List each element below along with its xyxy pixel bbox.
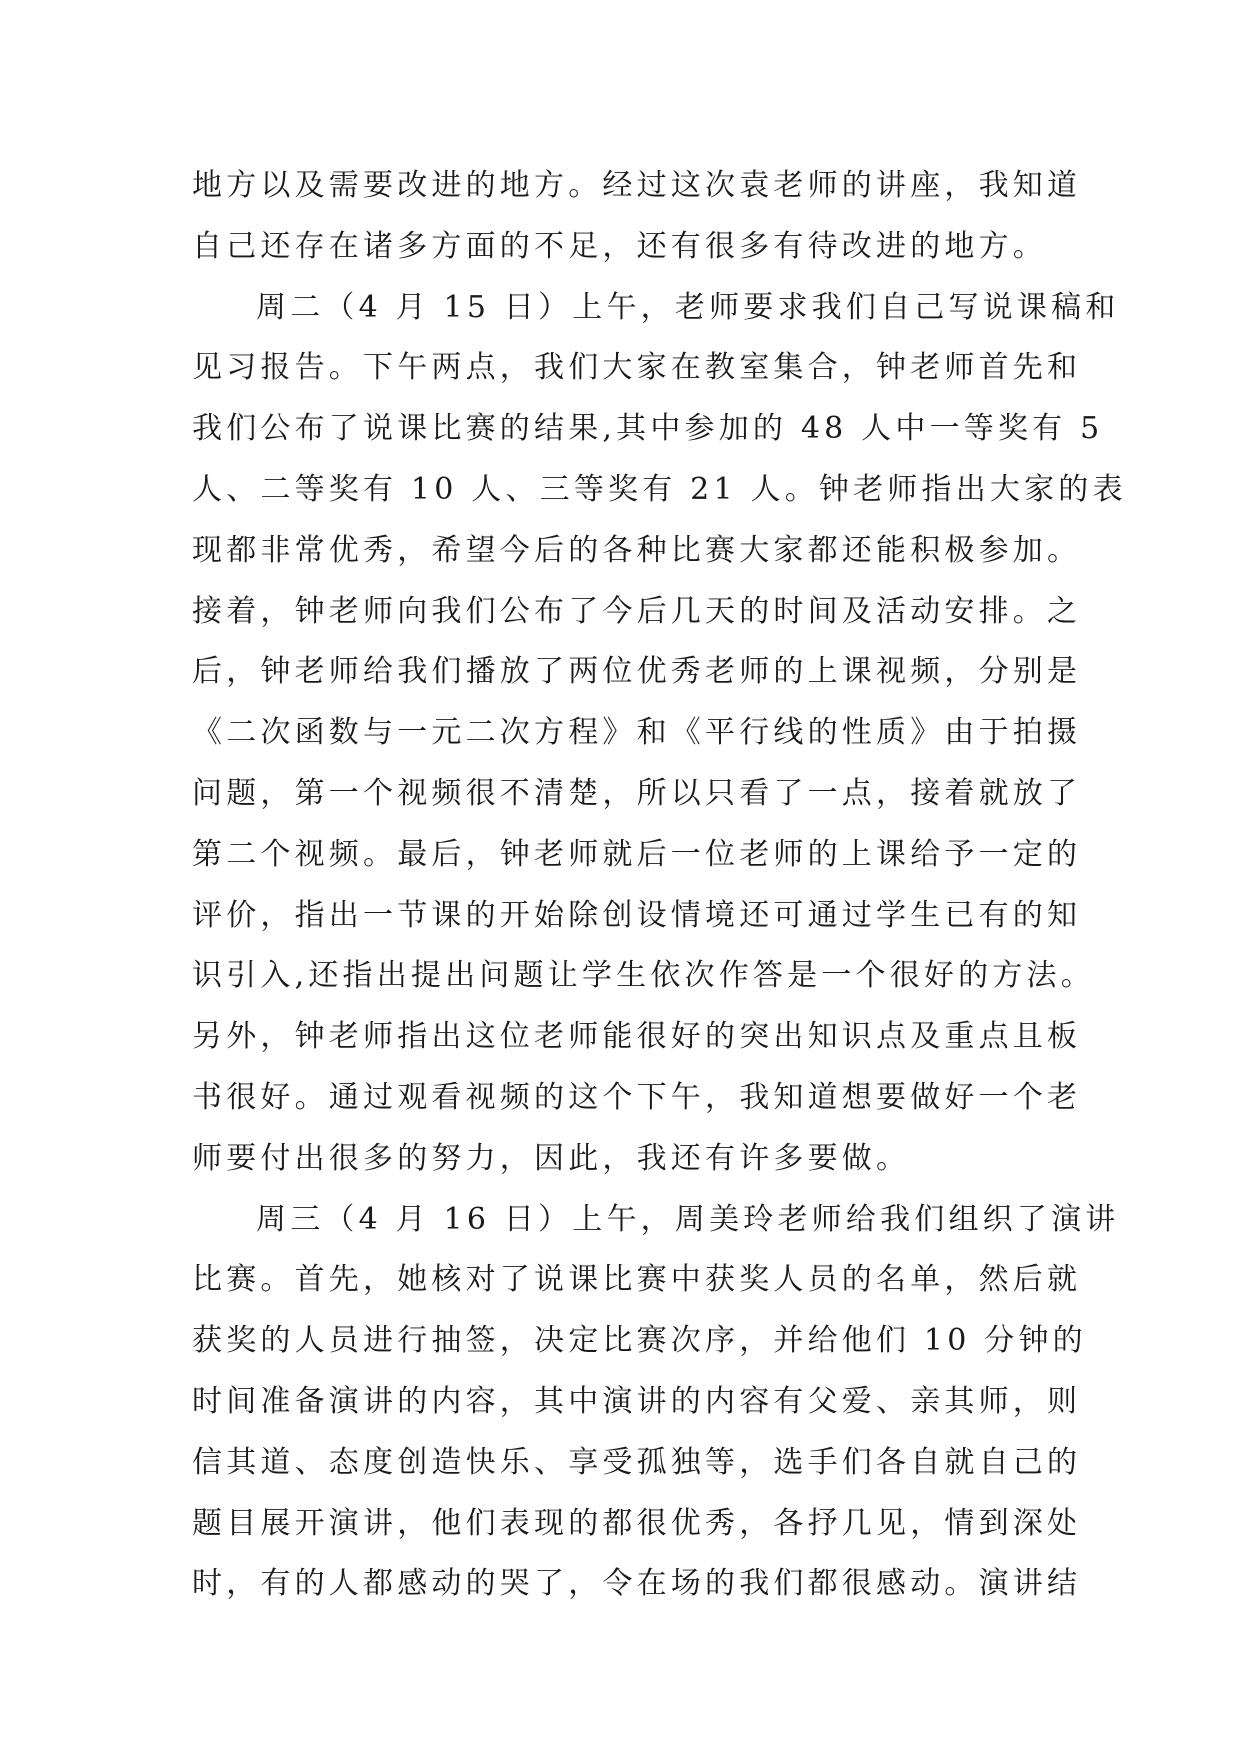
text-line: 评价，指出一节课的开始除创设情境还可通过学生已有的知 bbox=[192, 897, 1082, 933]
text-line: 比赛。首先，她核对了说课比赛中获奖人员的名单，然后就 bbox=[192, 1262, 1082, 1298]
text-line: 后，钟老师给我们播放了两位优秀老师的上课视频，分别是 bbox=[192, 654, 1082, 690]
text-line: 地方以及需要改进的地方。经过这次袁老师的讲座，我知道 bbox=[192, 168, 1082, 203]
text-line: 获奖的人员进行抽签，决定比赛次序，并给他们 10 分钟的 bbox=[192, 1323, 1087, 1359]
text-line: 题目展开演讲，他们表现的都很优秀，各抒几见，情到深处 bbox=[192, 1505, 1082, 1541]
text-line: 问题，第一个视频很不清楚，所以只看了一点，接着就放了 bbox=[192, 775, 1082, 811]
text-line: 现都非常优秀，希望今后的各种比赛大家都还能积极参加。 bbox=[192, 532, 1082, 568]
text-line: 周二（4 月 15 日）上午，老师要求我们自己写说课稿和 bbox=[256, 289, 1120, 325]
text-line: 自己还存在诸多方面的不足，还有很多有待改进的地方。 bbox=[192, 228, 1047, 264]
text-line: 《二次函数与一元二次方程》和《平行线的性质》由于拍摄 bbox=[192, 715, 1082, 751]
text-line: 识引入,还指出提出问题让学生依次作答是一个很好的方法。 bbox=[192, 958, 1095, 994]
text-line: 书很好。通过观看视频的这个下午，我知道想要做好一个老 bbox=[192, 1079, 1082, 1115]
text-line: 接着，钟老师向我们公布了今后几天的时间及活动安排。之 bbox=[192, 593, 1082, 629]
text-line: 时，有的人都感动的哭了，令在场的我们都很感动。演讲结 bbox=[192, 1566, 1082, 1602]
text-line: 另外，钟老师指出这位老师能很好的突出知识点及重点且板 bbox=[192, 1019, 1082, 1055]
text-line: 第二个视频。最后，钟老师就后一位老师的上课给予一定的 bbox=[192, 836, 1082, 872]
text-line: 周三（4 月 16 日）上午，周美玲老师给我们组织了演讲 bbox=[256, 1201, 1120, 1237]
text-line: 见习报告。下午两点，我们大家在教室集合，钟老师首先和 bbox=[192, 350, 1082, 386]
text-line: 信其道、态度创造快乐、享受孤独等，选手们各自就自己的 bbox=[192, 1444, 1082, 1480]
text-line: 师要付出很多的努力，因此，我还有许多要做。 bbox=[192, 1140, 911, 1176]
text-line: 人、二等奖有 10 人、三等奖有 21 人。钟老师指出大家的表 bbox=[192, 471, 1127, 507]
body-text bbox=[192, 156, 1127, 1615]
text-line: 我们公布了说课比赛的结果,其中参加的 48 人中一等奖有 5 bbox=[192, 411, 1104, 447]
text-line: 时间准备演讲的内容，其中演讲的内容有父爱、亲其师，则 bbox=[192, 1383, 1082, 1419]
